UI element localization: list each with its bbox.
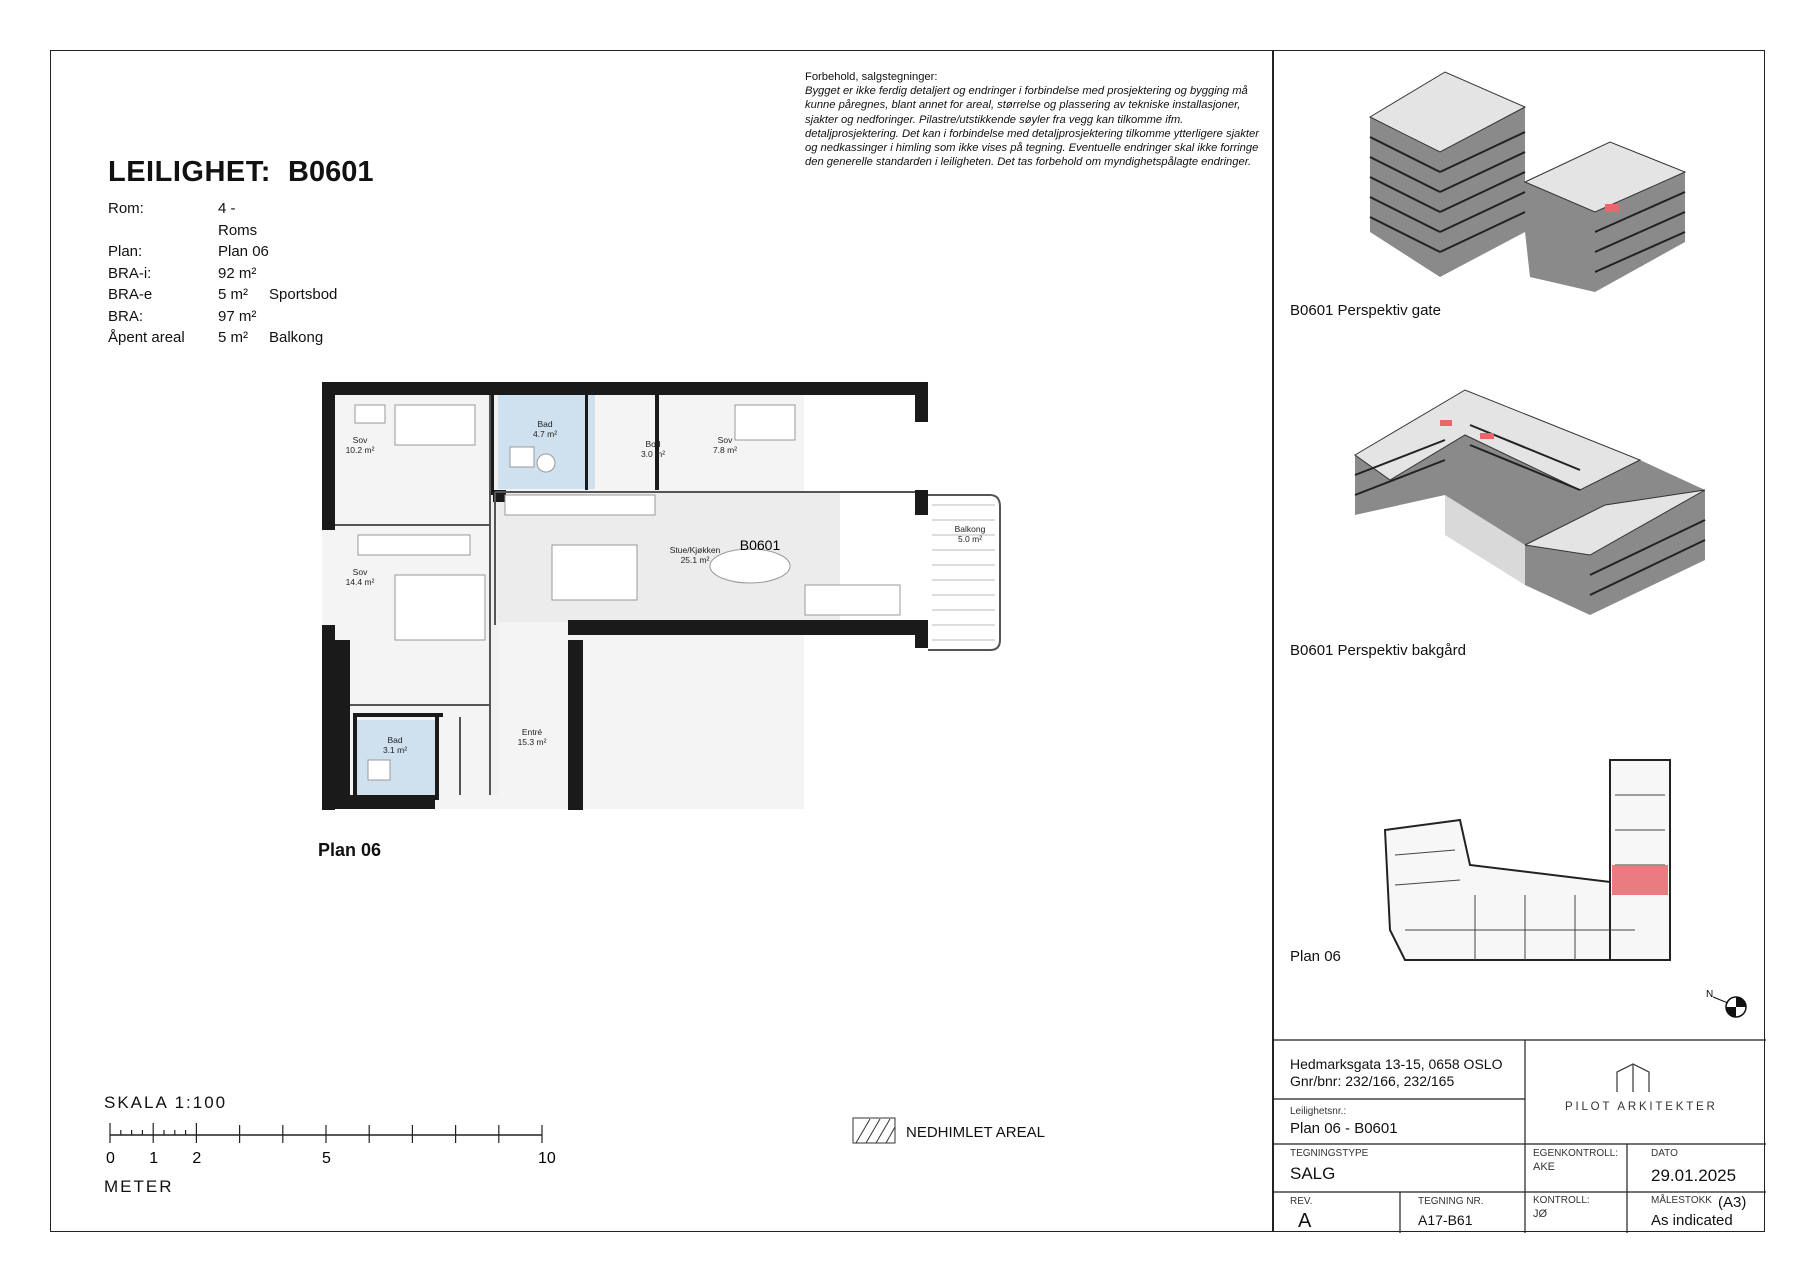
room-name: Stue/Kjøkken [669,545,721,555]
scale-tick-label: 2 [192,1150,202,1167]
room-name: Sov [717,435,733,445]
perspective-street-image [1350,62,1710,292]
info-row [108,284,337,306]
info-value: 5 m² [218,329,248,346]
unit-no-value: Plan 06 - B0601 [1290,1120,1398,1137]
info-key: BRA: [108,307,144,325]
firm-logo-icon [1613,1062,1653,1096]
room-area: 3.1 m² [382,745,408,755]
apartment-title-label: LEILIGHET: [108,156,271,188]
room-name: Bad [537,419,553,429]
plan-caption: Plan 06 [318,840,382,860]
rev-value: A [1298,1210,1312,1232]
room-name: Sov [352,567,368,577]
firm-name: PILOT ARKITEKTER [1565,1101,1718,1113]
room-name: Sov [352,435,368,445]
info-key: Åpent areal [108,329,185,346]
scale-tick-label: 0 [106,1150,115,1167]
disclaimer-body: Bygget er ikke ferdig detaljert og endringer i forbindelse med prosjektering og bygging må kunne påregnes, blant annet for areal, størrelse og plassering av tekniske installasjoner, sjakter og nedforinger. Pilastre/utstikkende søyler fra vegg kan tilkomme ifm. detaljprosjektering. Det kan i forbindelse med detaljprosjektering tilkomme ytterligere sjakter og nedkassinger i himling som ikke vises på tegning. Eventuelle endringer skal ikke forringe den generelle standarden i leiligheten. Det tas forbehold om myndighetspålagte endringer. [805,85,1259,169]
unit-no-label: Leilighetsnr.: [1290,1106,1347,1117]
room-area: 15.3 m² [517,737,547,747]
info-value: 97 m² [218,307,257,325]
info-note [269,198,337,241]
info-row [108,306,337,328]
room-area: 4.7 m² [532,429,558,439]
scale-label: MÅLESTOKK [1651,1195,1712,1206]
disclaimer [805,70,1265,169]
self-check-label: EGENKONTROLL: [1533,1148,1619,1159]
info-note [269,263,337,285]
rev-label: REV. [1290,1196,1313,1207]
paper-size: (A3) [1718,1194,1747,1211]
room-area: 7.8 m² [712,445,738,455]
svg-text:N: N [1706,989,1714,1000]
scale-tick-label: 1 [149,1150,159,1167]
room-area: 14.4 m² [345,577,375,587]
address-line-1: Hedmarksgata 13-15, 0658 OSLO [1290,1056,1503,1072]
side-caption-plan: Plan 06 [1290,948,1341,965]
north-arrow-icon [1703,985,1748,1020]
info-note: Balkong [269,329,324,346]
info-value: Plan 06 [218,243,269,260]
info-key: BRA-e [108,286,153,303]
room-area: 10.2 m² [345,445,375,455]
info-row [108,198,337,241]
scale-unit: METER [104,1177,174,1196]
side-caption-street: B0601 Perspektiv gate [1290,302,1441,319]
disclaimer-heading: Forbehold, salgstegninger: [805,71,938,83]
drawing-type-label: TEGNINGSTYPE [1290,1148,1369,1159]
drawing-type-value: SALG [1290,1164,1336,1183]
apartment-info-table [108,198,337,349]
info-note [269,306,337,328]
floor-plan [310,375,1010,825]
date-label: DATO [1651,1148,1678,1159]
perspective-courtyard-image [1350,385,1710,615]
room-name: Balkong [954,524,986,534]
info-key: Rom: [108,200,144,217]
control-value: JØ [1533,1208,1548,1220]
drawing-no-label: TEGNING NR. [1418,1196,1484,1207]
scale-tick-label: 5 [322,1150,331,1167]
info-key: BRA-i: [108,264,152,282]
info-note: Sportsbod [269,286,338,303]
room-area: 3.0 m² [640,449,666,459]
date-value: 29.01.2025 [1651,1166,1737,1185]
plan-unit-label: B0601 [739,537,781,553]
info-row [108,263,337,285]
info-value: 4 - Roms [218,200,258,239]
info-row [108,241,337,263]
scale-value: As indicated [1651,1212,1733,1229]
legend-label: NEDHIMLET AREAL [906,1124,1045,1141]
control-label: KONTROLL: [1533,1195,1590,1206]
info-value: 92 m² [218,264,257,282]
info-key: Plan: [108,243,143,260]
room-area: 25.1 m² [680,555,710,565]
scale-tick-label: 10 [538,1150,556,1167]
side-caption-courtyard: B0601 Perspektiv bakgård [1290,642,1466,659]
info-value: 5 m² [218,286,248,303]
info-row [108,327,337,349]
info-note [269,241,337,263]
room-name: Entré [521,727,543,737]
hatch-legend-swatch [852,1117,898,1145]
room-area: 5.0 m² [957,534,983,544]
drawing-no-value: A17-B61 [1418,1212,1473,1228]
key-plan-image [1375,755,1695,965]
scale-bar [104,1117,554,1167]
apartment-id: B0601 [288,156,374,188]
room-name: Bod [645,439,661,449]
room-name: Bad [387,735,403,745]
address-line-2: Gnr/bnr: 232/166, 232/165 [1290,1073,1455,1089]
scale-title: SKALA 1:100 [104,1093,228,1112]
self-check-value: AKE [1533,1161,1556,1173]
